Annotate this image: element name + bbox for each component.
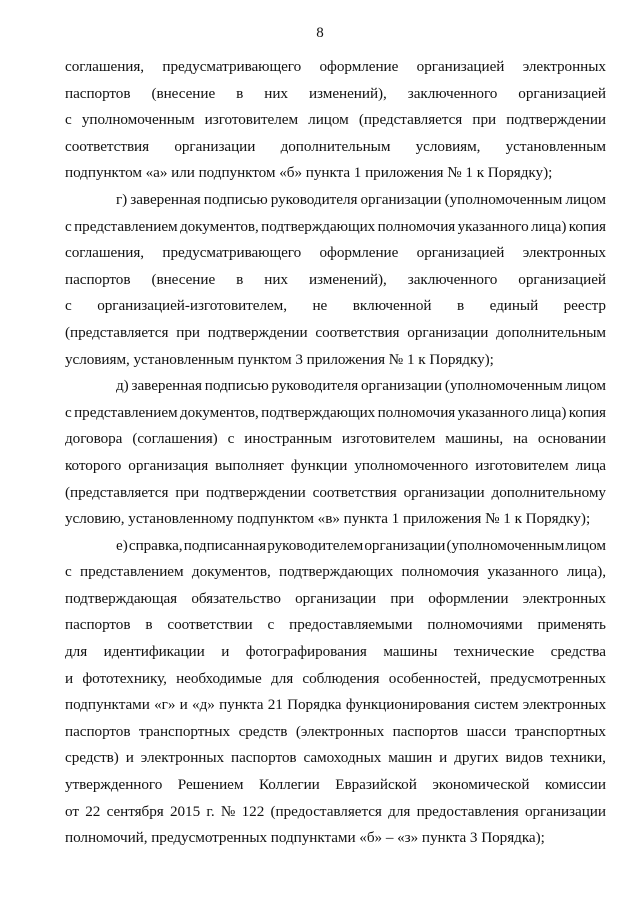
text-line: д) заверенная подписью руководителя организации (уполномоченным лицом [116, 377, 606, 395]
text-line: условиям, установленным пунктом 3 приложения № 1 к Порядку); [65, 350, 494, 368]
text-line: паспортов (внесение в них изменений), заключенного организацией [65, 84, 606, 102]
text-line: условию, установленному подпунктом «в» пункта 1 приложения № 1 к Порядку); [65, 510, 591, 528]
text-line: е) справка, подписанная руководителем организации (уполномоченным лицом [116, 536, 606, 554]
text-line: с представлением документов, подтверждающих полномочия указанного лица) копия [65, 403, 606, 421]
document-body [65, 54, 606, 852]
text-line: для идентификации и фотографирования машины технические средства [65, 643, 606, 661]
text-line: подпунктом «а» или подпунктом «б» пункта 1 приложения № 1 к Порядку); [65, 164, 553, 182]
text-line: (представляется при подтверждении соответствия организации дополнительным [65, 323, 606, 341]
text-line: г) заверенная подписью руководителя организации (уполномоченным лицом [116, 190, 606, 208]
text-line: с организацией-изготовителем, не включенной в единый реестр [65, 297, 606, 315]
text-line: соглашения, предусматривающего оформление организацией электронных [65, 58, 606, 75]
text-line: полномочий, предусмотренных подпунктами «б» – «з» пункта 3 Порядка); [65, 829, 545, 847]
text-line: подтверждающая обязательство организации при оформлении электронных [65, 589, 606, 607]
text-line: с представлением документов, подтверждающих полномочия указанного лица) копия [65, 217, 606, 235]
text-line: которого организация выполняет функции уполномоченного изготовителем лица [65, 456, 606, 474]
text-line: утвержденного Решением Коллегии Евразийской экономической комиссии [65, 776, 606, 794]
text-line: средств) и электронных паспортов самоходных машин и других видов техники, [65, 749, 606, 767]
text-line: с представлением документов, подтверждающих полномочия указанного лица), [65, 563, 606, 581]
text-line: с уполномоченным изготовителем лицом (представляется при подтверждении [65, 111, 606, 129]
text-line: соответствия организации дополнительным условиям, установленным [65, 137, 606, 155]
text-line: договора (соглашения) с иностранным изготовителем машины, на основании [65, 430, 606, 448]
text-line: паспортов (внесение в них изменений), заключенного организацией [65, 270, 606, 288]
text-line: и фототехнику, необходимые для соблюдения особенностей, предусмотренных [65, 669, 606, 687]
page-number: 8 [316, 25, 324, 41]
text-line: (представляется при подтверждении соответствия организации дополнительному [65, 483, 606, 501]
text-line: паспортов в соответствии с предоставляемыми полномочиями применять [65, 616, 606, 634]
text-line: паспортов транспортных средств (электронных паспортов шасси транспортных [65, 722, 606, 740]
text-line: подпунктами «г» и «д» пункта 21 Порядка функционирования систем электронных [65, 696, 606, 714]
text-line: соглашения, предусматривающего оформление организацией электронных [65, 244, 606, 262]
text-line: от 22 сентября 2015 г. № 122 (предоставляется для предоставления организации [65, 802, 606, 820]
